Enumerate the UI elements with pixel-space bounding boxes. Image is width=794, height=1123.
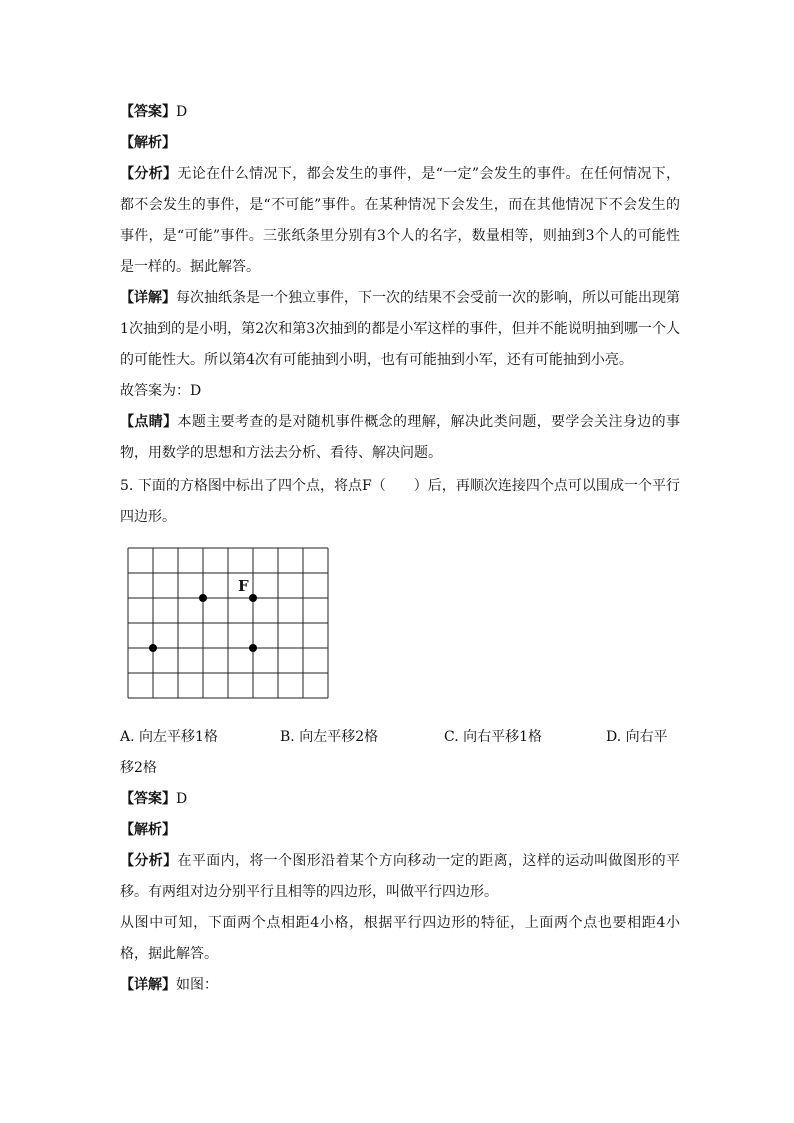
prev-answer-tag: 【答案】 bbox=[120, 104, 176, 120]
question-text: 5. 下面的方格图中标出了四个点，将点F（ ）后，再顺次连接四个点可以围成一个平行四边形。 bbox=[120, 478, 680, 525]
prev-xiangjie-text: 每次抽纸条是一个独立事件，下一次的结果不会受前一次的影响，所以可能出现第1次抽到的是小明，第2次和第3次抽到的都是小军这样的事件，但并不能说明抽到哪一个人的可能性大。所以第4次有可能抽到小明，也有可能抽到小军，还有可能抽到小亮。 bbox=[120, 290, 680, 368]
prev-fenxi-text: 无论在什么情况下，都会发生的事件，是“一定”会发生的事件。在任何情况下，都不会发生的事件，是“不可能”事件。在某种情况下会发生，而在其他情况下不会发生的事件，是“可能”事件。三张纸条里分别有3个人的名字，数量相等，则抽到3个人的可能性是一样的。据此解答。 bbox=[120, 166, 681, 275]
option-d bbox=[606, 722, 668, 753]
option-c-letter: C. bbox=[444, 729, 459, 745]
grid-point bbox=[149, 644, 157, 652]
option-d-text: 向右平 bbox=[625, 729, 668, 745]
option-d-letter: D. bbox=[606, 729, 622, 745]
prev-dianjing-paragraph bbox=[120, 407, 680, 469]
prev-fenxi-tag: 【分析】 bbox=[120, 166, 178, 182]
option-b-letter: B. bbox=[280, 729, 295, 745]
square-grid-figure bbox=[126, 546, 330, 704]
analysis-heading: 【解析】 bbox=[120, 822, 176, 838]
option-d-wrap: 移2格 bbox=[120, 760, 157, 776]
xiangjie-tag: 【详解】 bbox=[120, 977, 176, 993]
answer-line bbox=[120, 784, 680, 815]
option-c-text: 向右平移1格 bbox=[463, 729, 543, 745]
fenxi-text: 在平面内，将一个图形沿着某个方向移动一定的距离，这样的运动叫做图形的平移。有两组对边分别平行且相等的四边形，叫做平行四边形。 bbox=[120, 853, 681, 900]
xiangjie-text: 如图： bbox=[176, 977, 218, 993]
prev-answer-line bbox=[120, 97, 680, 128]
fenxi-paragraph bbox=[120, 846, 680, 908]
answer-tag: 【答案】 bbox=[120, 791, 176, 807]
prev-answer-value: D bbox=[176, 104, 188, 120]
option-b bbox=[280, 722, 378, 753]
grid-lines bbox=[128, 548, 328, 698]
grid-point bbox=[199, 594, 207, 602]
prev-xiangjie-tag: 【详解】 bbox=[120, 290, 176, 306]
answer-options bbox=[120, 722, 680, 753]
prev-analysis-heading: 【解析】 bbox=[120, 135, 176, 151]
point-f-label: F bbox=[238, 577, 249, 595]
option-a-text: 向左平移1格 bbox=[139, 729, 218, 745]
answer-value: D bbox=[176, 791, 188, 807]
option-c bbox=[444, 722, 542, 753]
prev-conclusion: 故答案为：D bbox=[120, 383, 202, 399]
xiangjie-line bbox=[120, 970, 680, 1001]
option-a bbox=[120, 722, 218, 753]
prev-xiangjie-paragraph bbox=[120, 283, 680, 376]
prev-dianjing-tag: 【点睛】 bbox=[120, 414, 178, 430]
grid-point bbox=[249, 644, 257, 652]
option-a-letter: A. bbox=[120, 729, 135, 745]
prev-dianjing-text: 本题主要考查的是对随机事件概念的理解，解决此类问题，要学会关注身边的事物，用数学的思想和方法去分析、看待、解决问题。 bbox=[120, 414, 681, 461]
fenxi-tag: 【分析】 bbox=[120, 853, 178, 869]
solution-paragraph-2: 从图中可知，下面两个点相距4小格，根据平行四边形的特征，上面两个点也要相距4小格，据此解答。 bbox=[120, 915, 680, 962]
grid-point bbox=[249, 594, 257, 602]
prev-fenxi-paragraph bbox=[120, 159, 680, 283]
option-b-text: 向左平移2格 bbox=[299, 729, 379, 745]
